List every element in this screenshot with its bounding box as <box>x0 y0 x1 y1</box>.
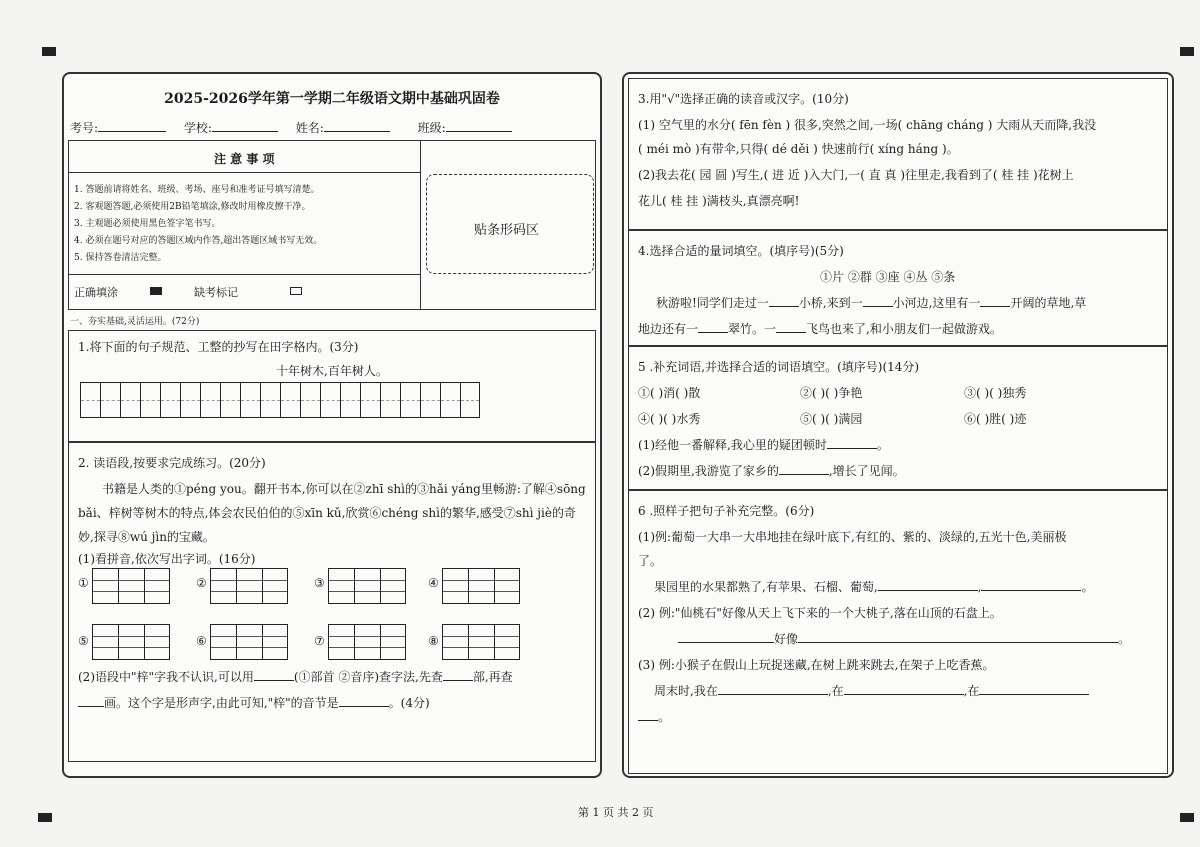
page-title: 2025-2026学年第一学期二年级语文期中基础巩固卷 <box>164 91 500 107</box>
answer-blank[interactable] <box>678 632 774 643</box>
exam-number-field[interactable] <box>98 121 166 132</box>
q2-sub2-line1: (2)语段中"梓"字我不认识,可以用 (①部首 ②音序)查字法,先查 部,再查 <box>78 670 513 684</box>
q4-title: 4.选择合适的量词填空。(填序号)(5分) <box>638 244 844 258</box>
q6-fill: 。 <box>638 708 670 725</box>
q6-example: 了。 <box>638 554 663 568</box>
pinyin-answer-grid[interactable] <box>92 624 170 660</box>
filled-sample-icon <box>150 287 162 295</box>
q2-sub2-line2: 画。这个字是形声字,由此可知,"梓"的音节是 。(4分) <box>78 694 430 711</box>
q6-example: (3) 例:小猴子在假山上玩捉迷藏,在树上跳来跳去,在架子上吃香蕉。 <box>638 658 995 672</box>
notice-item: 3. 主观题必须使用黑色签字笔书写。 <box>74 219 221 229</box>
answer-blank[interactable] <box>78 696 104 707</box>
q3-line: 花儿( 桂 挂 )满枝头,真漂亮啊! <box>638 194 800 208</box>
left-panel <box>62 72 602 778</box>
field-label: 姓名: <box>295 121 324 135</box>
registration-mark <box>42 47 56 56</box>
absent-checkbox[interactable] <box>290 287 302 295</box>
q4-line1: 秋游啦!同学们走过一 小桥,来到一 小河边,这里有一 开阔的草地,草 <box>656 296 1087 310</box>
answer-blank[interactable] <box>863 296 893 307</box>
pinyin-answer-grid[interactable] <box>210 624 288 660</box>
registration-mark <box>1180 813 1194 822</box>
idiom-item: ①( )消( )散 <box>638 386 701 400</box>
answer-blank[interactable] <box>779 464 829 475</box>
q6-example: (1)例:葡萄一大串一大串地挂在绿叶底下,有红的、紫的、淡绿的,五光十色,美丽极 <box>638 530 1067 544</box>
page-footer: 第 1 页 共 2 页 <box>578 806 654 819</box>
answer-blank[interactable] <box>769 296 799 307</box>
q6-example: (2) 例:"仙桃石"好像从天上飞下来的一个大桃子,落在山顶的石盘上。 <box>638 606 1002 620</box>
pinyin-answer-grid[interactable] <box>442 624 520 660</box>
q2-passage-line: 妙,探寻⑧wú jìn的宝藏。 <box>78 530 215 544</box>
idiom-item: ④( )( )水秀 <box>638 412 701 426</box>
q3-title: 3.用"√"选择正确的读音或汉字。(10分) <box>638 92 849 106</box>
q1-title: 1.将下面的句子规范、工整的抄写在田字格内。(3分) <box>78 340 359 354</box>
idiom-item: ⑤( )( )满园 <box>800 412 863 426</box>
q2-passage-line: bǎi、梓树等树木的特点,体会农民伯伯的⑤xīn kǔ,欣赏⑥chéng shì的繁华,感受⑦shì jiè的奇 <box>78 506 576 520</box>
field-label: 班级: <box>417 121 446 135</box>
answer-label: ② <box>196 576 207 590</box>
q3-line: (2)我去花( 园 圆 )写生,( 进 近 )入大门,一( 直 真 )往里走,我看到了( 桂 挂 )花树上 <box>638 168 1074 182</box>
q5-sentence: (1)经他一番解释,我心里的疑团顿时 。 <box>638 438 889 452</box>
registration-mark <box>38 813 52 822</box>
answer-label: ⑥ <box>196 634 207 648</box>
pinyin-answer-grid[interactable] <box>442 568 520 604</box>
answer-blank[interactable] <box>339 696 389 707</box>
name-field[interactable] <box>324 121 390 132</box>
notice-item: 5. 保持答卷清洁完整。 <box>74 253 167 263</box>
answer-blank[interactable] <box>981 580 1081 591</box>
q3-line: ( méi mò )有带伞,只得( dé děi ) 快速前行( xíng háng )。 <box>638 142 959 156</box>
answer-label: ⑦ <box>314 634 325 648</box>
pinyin-answer-grid[interactable] <box>210 568 288 604</box>
notice-heading: 注 意 事 项 <box>214 152 275 166</box>
answer-label: ③ <box>314 576 325 590</box>
answer-blank[interactable] <box>254 670 294 681</box>
registration-mark <box>1180 47 1194 56</box>
barcode-label: 贴条形码区 <box>474 223 540 238</box>
q3-line: (1) 空气里的水分( fēn fèn ) 很多,突然之间,一场( chāng cháng ) 大雨从天而降,我没 <box>638 118 1097 132</box>
answer-label: ① <box>78 576 89 590</box>
answer-label: ⑤ <box>78 634 89 648</box>
q6-fill: 果园里的水果都熟了,有苹果、石榴、葡萄, , 。 <box>654 580 1094 594</box>
class-field[interactable] <box>446 121 512 132</box>
pinyin-answer-grid[interactable] <box>92 568 170 604</box>
right-panel <box>622 72 1174 778</box>
answer-blank[interactable] <box>979 684 1089 695</box>
answer-blank[interactable] <box>698 322 728 333</box>
answer-label: ⑧ <box>428 634 439 648</box>
answer-blank[interactable] <box>980 296 1010 307</box>
q2-title: 2. 读语段,按要求完成练习。(20分) <box>78 456 266 470</box>
idiom-item: ②( )( )争艳 <box>800 386 863 400</box>
answer-blank[interactable] <box>798 632 1118 643</box>
q2-sub1: (1)看拼音,依次写出字词。(16分) <box>78 552 256 566</box>
answer-label: ④ <box>428 576 439 590</box>
notice-item: 4. 必须在题号对应的答题区域内作答,超出答题区域书写无效。 <box>74 236 323 246</box>
answer-blank[interactable] <box>844 684 964 695</box>
copy-grid[interactable] <box>80 382 480 418</box>
q6-fill: 周末时,我在 ,在 ,在 <box>654 682 1089 699</box>
absent-mark-label: 缺考标记 <box>194 286 238 299</box>
pinyin-answer-grid[interactable] <box>328 568 406 604</box>
answer-blank[interactable] <box>638 710 658 721</box>
q4-line2: 地边还有一 翠竹。一 飞鸟也来了,和小朋友们一起做游戏。 <box>638 322 1002 336</box>
answer-blank[interactable] <box>776 322 806 333</box>
idiom-item: ⑥( )胜( )迹 <box>964 412 1027 426</box>
q5-sentence: (2)假期里,我游览了家乡的 ,增长了见闻。 <box>638 464 905 478</box>
notice-item: 1. 答题前请将姓名、班级、考场、座号和准考证号填写清楚。 <box>74 185 320 195</box>
q1-sentence: 十年树木,百年树人。 <box>276 364 388 378</box>
part1-heading: 一、夯实基础,灵活运用。(72分) <box>70 317 200 327</box>
idiom-item: ③( )( )独秀 <box>964 386 1027 400</box>
pinyin-answer-grid[interactable] <box>328 624 406 660</box>
school-field[interactable] <box>212 121 278 132</box>
notice-item: 2. 客观题答题,必须使用2B铅笔填涂,修改时用橡皮擦干净。 <box>74 202 311 212</box>
answer-blank[interactable] <box>878 580 978 591</box>
answer-blank[interactable] <box>827 438 877 449</box>
answer-blank[interactable] <box>718 684 828 695</box>
answer-blank[interactable] <box>443 670 473 681</box>
q2-passage-line: 书籍是人类的①péng you。翻开书本,你可以在②zhī shì的③hǎi yáng里畅游:了解④sōng <box>102 482 586 496</box>
q6-title: 6 .照样子把句子补充完整。(6分) <box>638 504 815 518</box>
field-label: 考号: <box>70 121 99 135</box>
field-label: 学校: <box>183 121 212 135</box>
student-info-row <box>70 119 512 136</box>
q6-fill: 好像 。 <box>678 630 1130 647</box>
q4-options: ①片 ②群 ③座 ④丛 ⑤条 <box>820 270 956 284</box>
correct-fill-label: 正确填涂 <box>74 286 118 299</box>
q5-title: 5 .补充词语,并选择合适的词语填空。(填序号)(14分) <box>638 360 920 374</box>
